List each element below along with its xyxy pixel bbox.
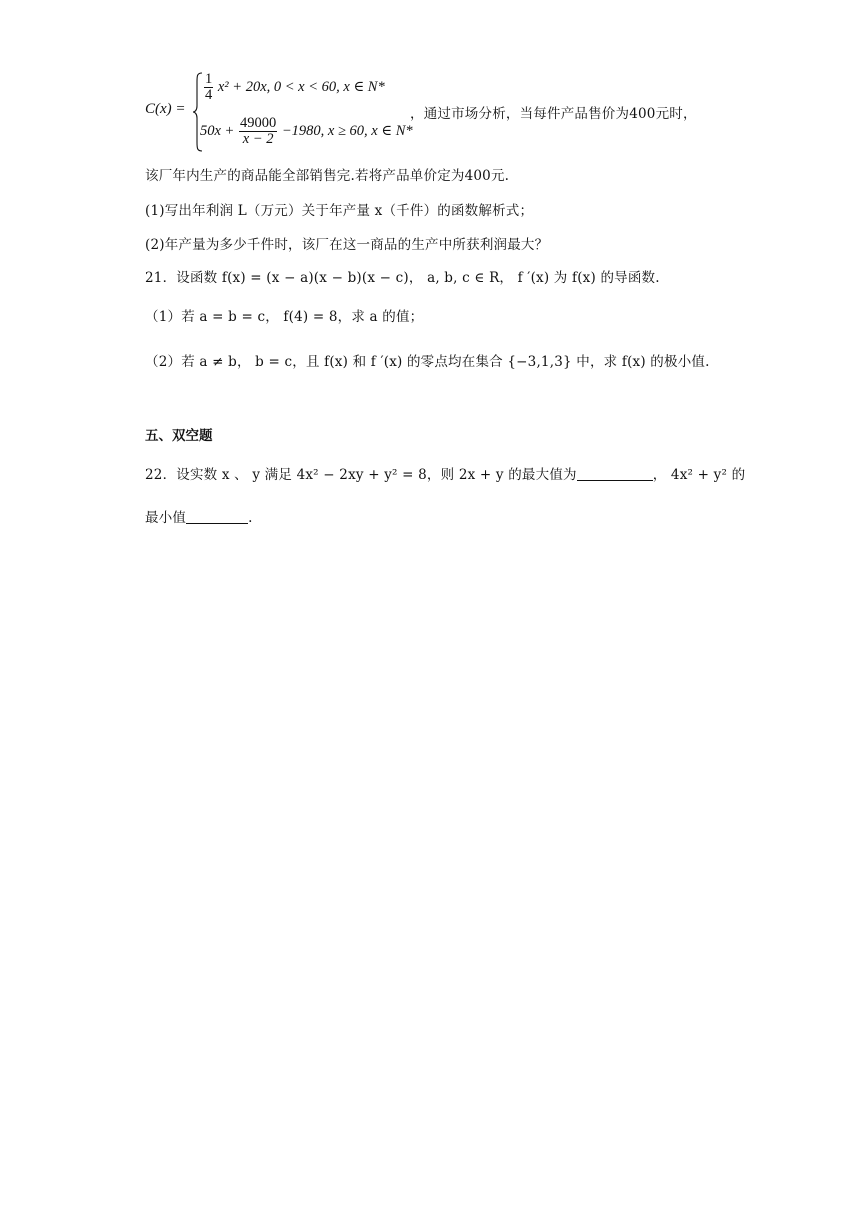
- section-heading: [145, 424, 213, 444]
- cost-function-lhs: [145, 101, 186, 118]
- q22-line2-text: 最小值: [145, 510, 187, 526]
- fraction-one-quarter: [204, 72, 213, 103]
- fraction-numerator: 1: [205, 71, 213, 87]
- q20-continuation: [145, 164, 509, 184]
- case-2-lead: 50x +: [200, 122, 235, 139]
- cost-trailing-text: [410, 102, 697, 122]
- q20-part2: [145, 233, 548, 253]
- q21-part2-text: （2）若 a ≠ b， b = c，且 f(x) 和 f ′(x) 的零点均在集合 {−3,1,3} 中，求 f(x) 的极小值.: [145, 354, 710, 370]
- fraction-denominator: 4: [205, 87, 213, 103]
- fraction-denominator: x − 2: [242, 131, 274, 147]
- fraction-49000: [239, 116, 277, 147]
- q22-line2: [145, 506, 253, 526]
- q20-part2-text: (2)年产量为多少千件时，该厂在这一商品的生产中所获利润最大？: [145, 237, 549, 253]
- fraction-numerator: 49000: [239, 115, 277, 131]
- q20-part1: [145, 199, 533, 219]
- answer-blank-1[interactable]: [577, 468, 653, 481]
- q22-line1-text: 22．设实数 x 、 y 满足 4x² − 2xy + y² = 8，则 2x + y 的最大值为: [145, 467, 577, 483]
- q21-stem-text: 21．设函数 f(x) = (x − a)(x − b)(x − c)， a, b, c ∈ R， f ′(x) 为 f(x) 的导函数.: [145, 270, 660, 286]
- q22-line1-tail: ， 4x² + y² 的: [652, 467, 746, 483]
- q20-continuation-text: 该厂年内生产的商品能全部销售完.若将产品单价定为400元.: [145, 168, 510, 184]
- cost-trailing-sentence: ，通过市场分析，当每件产品售价为400元时，: [410, 106, 697, 122]
- cost-case-2: [200, 116, 413, 147]
- q22-line1: [145, 463, 745, 483]
- answer-blank-2[interactable]: [186, 511, 248, 524]
- cost-case-1: [203, 72, 385, 103]
- q21-part2: [145, 350, 710, 370]
- case-2-tail: −1980, x ≥ 60, x ∈ N*: [281, 122, 413, 139]
- q21-part1-text: （1）若 a = b = c， f(4) = 8，求 a 的值；: [145, 309, 424, 325]
- q21-stem: [145, 266, 660, 286]
- cost-function-lhs-text: C(x) =: [145, 101, 186, 117]
- case-1-expression: x² + 20x, 0 < x < 60, x ∈ N*: [217, 78, 385, 95]
- q22-line2-end: .: [248, 510, 253, 526]
- q20-part1-text: (1)写出年利润 L（万元）关于年产量 x（千件）的函数解析式；: [145, 203, 534, 219]
- q21-part1: [145, 305, 423, 325]
- section-heading-text: 五、双空题: [145, 428, 213, 444]
